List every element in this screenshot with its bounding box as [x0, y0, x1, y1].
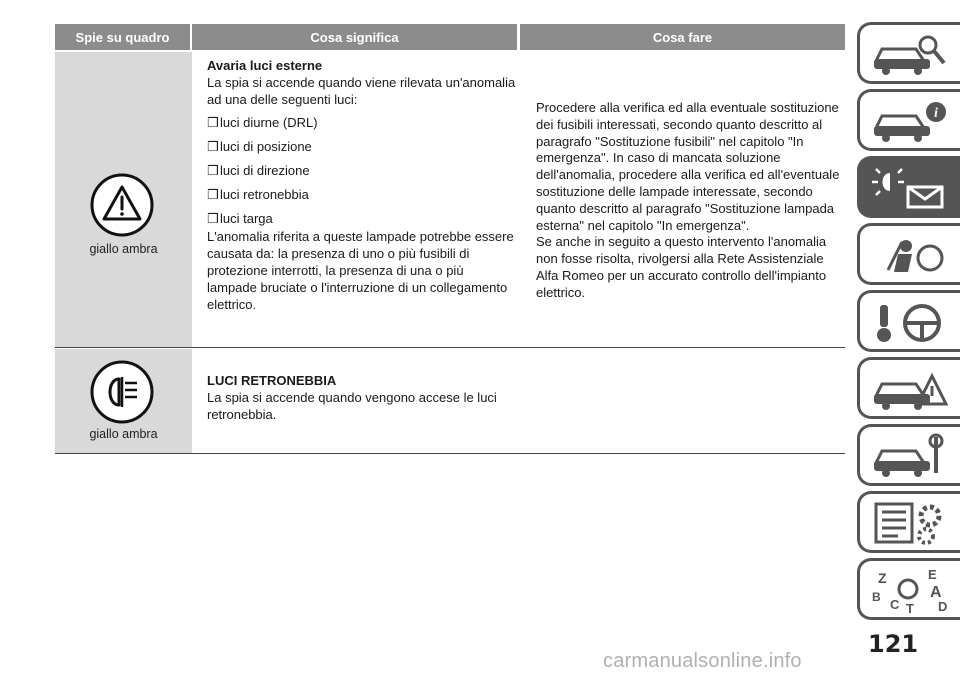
car-info-icon: [868, 98, 952, 144]
checkbox-icon: ❒: [207, 210, 219, 226]
car-search-icon: [868, 31, 952, 77]
page-number: 121: [868, 630, 919, 658]
warning-title: Avaria luci esterne: [207, 58, 323, 73]
checkbox-icon: ❒: [207, 115, 219, 131]
header-warning-lights: Spie su quadro: [55, 24, 190, 50]
action-paragraph: Se anche in seguito a questo intervento l'anomalia non fosse risolta, rivolgersi alla Rete Assistenziale Alfa Romeo per un accurato controllo dell'impianto elettrico.: [536, 234, 827, 300]
warning-triangle-icon: [89, 172, 155, 238]
tab-maintenance[interactable]: [857, 424, 960, 486]
table-row: [55, 349, 845, 454]
svg-text:C: C: [890, 597, 900, 612]
warning-lights-icon: [868, 165, 952, 211]
tab-emergency[interactable]: [857, 357, 960, 419]
tab-index[interactable]: [857, 558, 960, 620]
alphabetical-index-icon: [868, 567, 952, 613]
svg-text:D: D: [938, 599, 948, 613]
airbag-safety-icon: [868, 232, 952, 278]
action-text: [536, 100, 845, 302]
car-maintenance-icon: [868, 433, 952, 479]
list-item: ❒luci retronebbia: [207, 186, 309, 202]
svg-text:E: E: [928, 567, 937, 582]
tab-safety[interactable]: [857, 223, 960, 285]
table-row: [55, 52, 845, 348]
header-action: Cosa fare: [520, 24, 845, 50]
meaning-text: [207, 373, 517, 423]
meaning-text: [207, 58, 517, 313]
warning-title: LUCI RETRONEBBIA: [207, 373, 337, 388]
key-steering-icon: [868, 299, 952, 345]
car-emergency-icon: [868, 366, 952, 412]
warning-outro: L'anomalia riferita a queste lampade potrebbe essere causata da: la presenza di uno o più fusibili di protezione interrotti, la presenza di una o più lampade bruciate o l'interruzione di un collegamento elettrico.: [207, 229, 514, 312]
list-item: ❒luci di direzione: [207, 162, 310, 178]
checkbox-icon: ❒: [207, 139, 219, 155]
checkbox-icon: ❒: [207, 186, 219, 202]
rear-fog-light-icon: [89, 359, 155, 425]
svg-text:T: T: [906, 601, 914, 613]
list-item: ❒luci di posizione: [207, 139, 312, 155]
icon-cell: [55, 349, 192, 453]
watermark: carmanualsonline.info: [603, 650, 802, 672]
tab-specs[interactable]: [857, 491, 960, 553]
checkbox-icon: ❒: [207, 162, 219, 178]
svg-text:Z: Z: [878, 570, 887, 586]
list-item: ❒luci targa: [207, 210, 273, 226]
icon-cell: [55, 52, 192, 347]
tab-start-drive[interactable]: [857, 290, 960, 352]
action-paragraph: Procedere alla verifica ed alla eventuale sostituzione dei fusibili interessati, secondo quanto descritto al paragrafo "Sostituzione fusibili" nel capitolo "In emergenza". In caso di mancata soluzione dell'anomalia, procedere alla verifica ed all'eventuale sostituzione delle lampade interessate, secondo quanto descritto al paragrafo "Sostituzione lampada esterna" nel capitolo "In emergenza".: [536, 100, 840, 233]
svg-text:B: B: [872, 590, 881, 604]
specs-gears-icon: [868, 500, 952, 546]
svg-text:i: i: [934, 106, 938, 121]
tab-car-search[interactable]: [857, 22, 960, 84]
warning-intro: La spia si accende quando vengono accese le luci retronebbia.: [207, 389, 497, 422]
tab-warning-lights[interactable]: [857, 156, 960, 218]
tab-car-info[interactable]: [857, 89, 960, 151]
warning-intro: La spia si accende quando viene rilevata un'anomalia ad una delle seguenti luci:: [207, 74, 516, 107]
color-label: giallo ambra: [89, 242, 158, 256]
svg-text:A: A: [930, 584, 942, 601]
header-meaning: Cosa significa: [192, 24, 517, 50]
list-item: ❒luci diurne (DRL): [207, 115, 318, 131]
color-label: giallo ambra: [89, 427, 158, 441]
